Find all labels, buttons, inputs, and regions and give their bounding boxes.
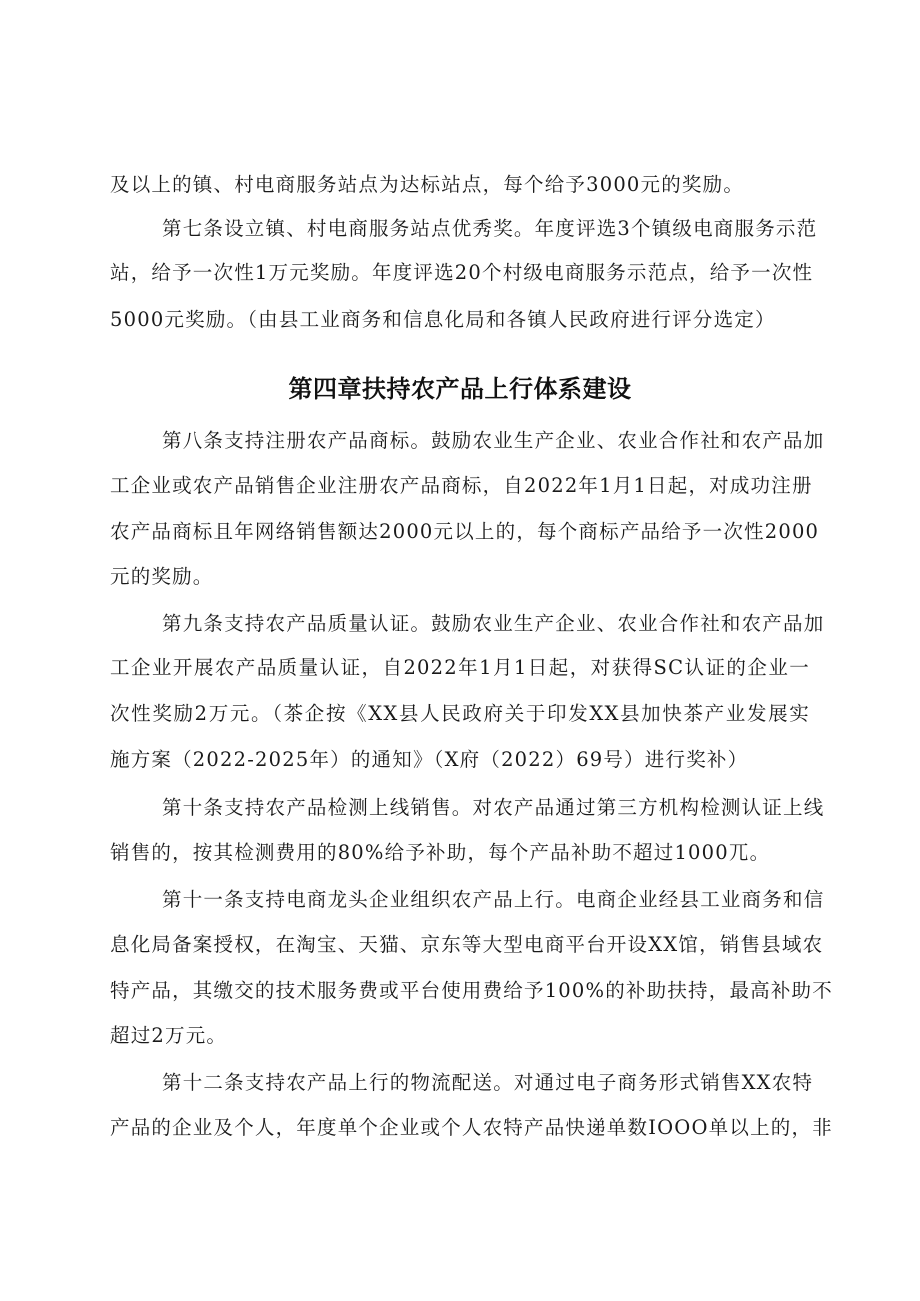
paragraph-line: 第十一条支持电商龙头企业组织农产品上行。电商企业经县工业商务和信 — [162, 888, 825, 911]
paragraph-line: 5000元奖励。（由县工业商务和信息化局和各镇人民政府进行评分选定） — [110, 308, 776, 331]
paragraph-line: 特产品，其缴交的技术服务费或平台使用费给予100%的补助扶持，最高补助不 — [110, 979, 833, 1002]
paragraph-line: 站，给予一次性1万元奖励。年度评选20个村级电商服务示范点，给予一次性 — [110, 261, 814, 284]
paragraph-line: 第七条设立镇、村电商服务站点优秀奖。年度评选3个镇级电商服务示范 — [162, 217, 818, 240]
paragraph-line: 第十二条支持农产品上行的物流配送。对通过电子商务形式销售XX农特 — [162, 1071, 814, 1094]
chapter-heading: 第四章扶持农产品上行体系建设 — [288, 375, 632, 403]
paragraph-line: 工企业或农产品销售企业注册农产品商标，自2022年1月1日起，对成功注册 — [110, 474, 813, 497]
paragraph-line: 元的奖励。 — [110, 565, 214, 588]
paragraph-line: 超过2万元。 — [110, 1024, 228, 1047]
paragraph-line: 第八条支持注册农产品商标。鼓励农业生产企业、农业合作社和农产品加 — [162, 429, 825, 452]
paragraph-line: 及以上的镇、村电商服务站点为达标站点，每个给予3000元的奖励。 — [110, 173, 745, 196]
paragraph-line: 产品的企业及个人，年度单个企业或个人农特产品快递单数IOOO单以上的，非 — [110, 1116, 833, 1139]
paragraph-line: 农产品商标且年网络销售额达2000元以上的，每个商标产品给予一次性2000 — [110, 520, 820, 543]
paragraph-line: 施方案（2022-2025年）的通知》（X府（2022）69号）进行奖补） — [110, 748, 749, 771]
paragraph-line: 工企业开展农产品质量认证，自2022年1月1日起，对获得SC认证的企业一 — [110, 656, 810, 679]
paragraph-line: 息化局备案授权，在淘宝、天猫、京东等大型电商平台开设XX馆，销售县域农 — [110, 933, 824, 956]
paragraph-line: 第十条支持农产品检测上线销售。对农产品通过第三方机构检测认证上线 — [162, 796, 825, 819]
paragraph-line: 第九条支持农产品质量认证。鼓励农业生产企业、农业合作社和农产品加 — [162, 612, 825, 635]
paragraph-line: 次性奖励2万元。（茶企按《XX县人民政府关于印发XX县加快茶产业发展实 — [110, 702, 810, 725]
paragraph-line: 销售的，按其检测费用的80%给予补助，每个产品补助不超过1000兀。 — [110, 841, 771, 864]
